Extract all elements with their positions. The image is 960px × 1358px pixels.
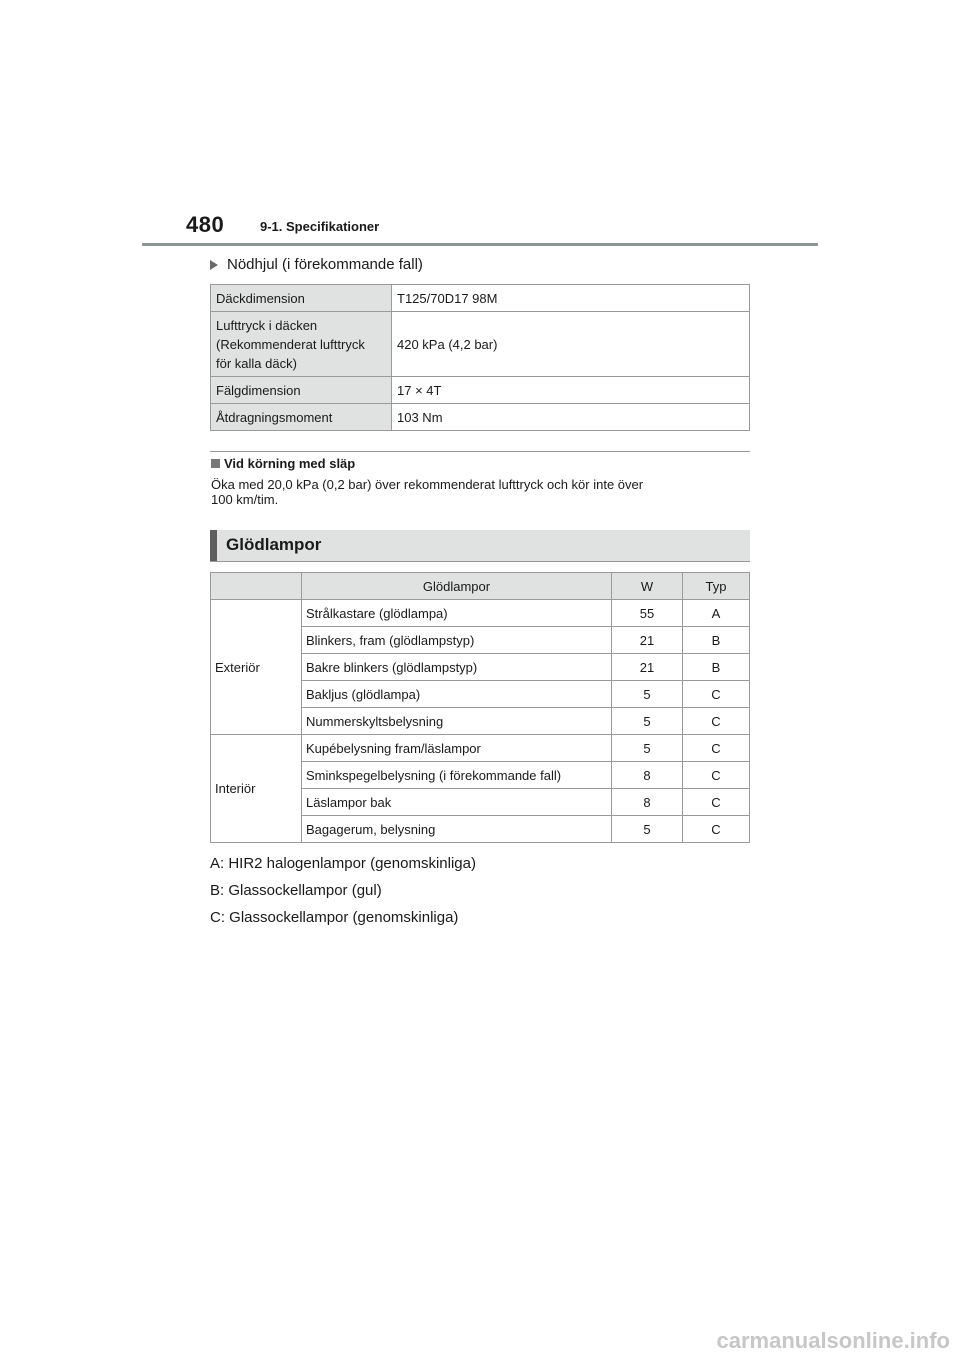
bulb-watt: 8 xyxy=(612,789,683,816)
towing-note-line: Öka med 20,0 kPa (0,2 bar) över rekommenderat lufttryck och kör inte över xyxy=(211,477,644,492)
bulbs-table xyxy=(210,572,750,843)
towing-note-title: Vid körning med släp xyxy=(224,456,356,471)
table-row xyxy=(211,312,750,377)
rim-size-value: 17 × 4T xyxy=(392,377,750,404)
tire-pressure-label-line: för kalla däck) xyxy=(216,355,297,371)
legend-item: A: HIR2 halogenlampor (genomskinliga) xyxy=(210,855,476,872)
table-row xyxy=(211,377,750,404)
bulb-name: Bagagerum, belysning xyxy=(302,816,612,843)
bulb-type: C xyxy=(683,708,750,735)
table-row xyxy=(211,285,750,312)
tire-pressure-value: 420 kPa (4,2 bar) xyxy=(392,312,750,377)
legend-item: B: Glassockellampor (gul) xyxy=(210,882,382,899)
bulb-type: B xyxy=(683,627,750,654)
bulb-watt: 8 xyxy=(612,762,683,789)
tire-pressure-label xyxy=(211,312,392,377)
bulb-name: Sminkspegelbelysning (i förekommande fall) xyxy=(302,762,612,789)
bulbs-section-title: Glödlampor xyxy=(226,535,322,554)
column-header xyxy=(211,573,302,600)
rim-size-label: Fälgdimension xyxy=(211,377,392,404)
bulb-name: Blinkers, fram (glödlampstyp) xyxy=(302,627,612,654)
tire-pressure-label-line: (Rekommenderat lufttryck xyxy=(216,336,365,352)
group-label-interior: Interiör xyxy=(211,735,302,843)
bulb-watt: 5 xyxy=(612,681,683,708)
bulb-watt: 21 xyxy=(612,627,683,654)
bulbs-section-bar xyxy=(210,530,750,562)
towing-note-heading xyxy=(211,456,355,471)
bulb-watt: 21 xyxy=(612,654,683,681)
tire-size-value: T125/70D17 98M xyxy=(392,285,750,312)
column-header: Typ xyxy=(683,573,750,600)
bulb-type: C xyxy=(683,681,750,708)
bulb-name: Kupébelysning fram/läslampor xyxy=(302,735,612,762)
bulb-type: C xyxy=(683,762,750,789)
bulb-type: B xyxy=(683,654,750,681)
bulb-name: Bakre blinkers (glödlampstyp) xyxy=(302,654,612,681)
legend-item: C: Glassockellampor (genomskinliga) xyxy=(210,909,459,926)
bulb-type-legend xyxy=(210,855,476,936)
section-title: 9-1. Specifikationer xyxy=(260,219,380,234)
towing-note-text xyxy=(211,477,731,507)
bulb-type: C xyxy=(683,816,750,843)
bulb-type: C xyxy=(683,789,750,816)
section-accent xyxy=(210,530,217,561)
bulb-name: Bakljus (glödlampa) xyxy=(302,681,612,708)
spare-wheel-table xyxy=(210,284,750,431)
note-divider xyxy=(210,451,750,452)
bulb-name: Läslampor bak xyxy=(302,789,612,816)
table-header-row xyxy=(211,573,750,600)
tire-size-label: Däckdimension xyxy=(211,285,392,312)
group-label-exterior: Exteriör xyxy=(211,600,302,735)
square-bullet-icon xyxy=(211,459,220,468)
table-row xyxy=(211,600,750,627)
torque-value: 103 Nm xyxy=(392,404,750,431)
spare-wheel-heading-text: Nödhjul (i förekommande fall) xyxy=(227,256,423,273)
bulb-name: Strålkastare (glödlampa) xyxy=(302,600,612,627)
table-row xyxy=(211,404,750,431)
bulb-watt: 55 xyxy=(612,600,683,627)
bulb-watt: 5 xyxy=(612,735,683,762)
bulb-name: Nummerskyltsbelysning xyxy=(302,708,612,735)
bulb-type: A xyxy=(683,600,750,627)
torque-label: Åtdragningsmoment xyxy=(211,404,392,431)
spare-wheel-heading xyxy=(210,256,423,273)
table-row xyxy=(211,735,750,762)
column-header: W xyxy=(612,573,683,600)
bulb-watt: 5 xyxy=(612,708,683,735)
page-number: 480 xyxy=(186,212,225,237)
tire-pressure-label-line: Lufttryck i däcken xyxy=(216,317,318,333)
triangle-bullet-icon xyxy=(210,260,218,270)
towing-note-line: 100 km/tim. xyxy=(211,492,279,507)
bulb-type: C xyxy=(683,735,750,762)
bulb-watt: 5 xyxy=(612,816,683,843)
column-header: Glödlampor xyxy=(302,573,612,600)
watermark: carmanualsonline.info xyxy=(716,1328,950,1353)
header-divider xyxy=(142,243,818,246)
